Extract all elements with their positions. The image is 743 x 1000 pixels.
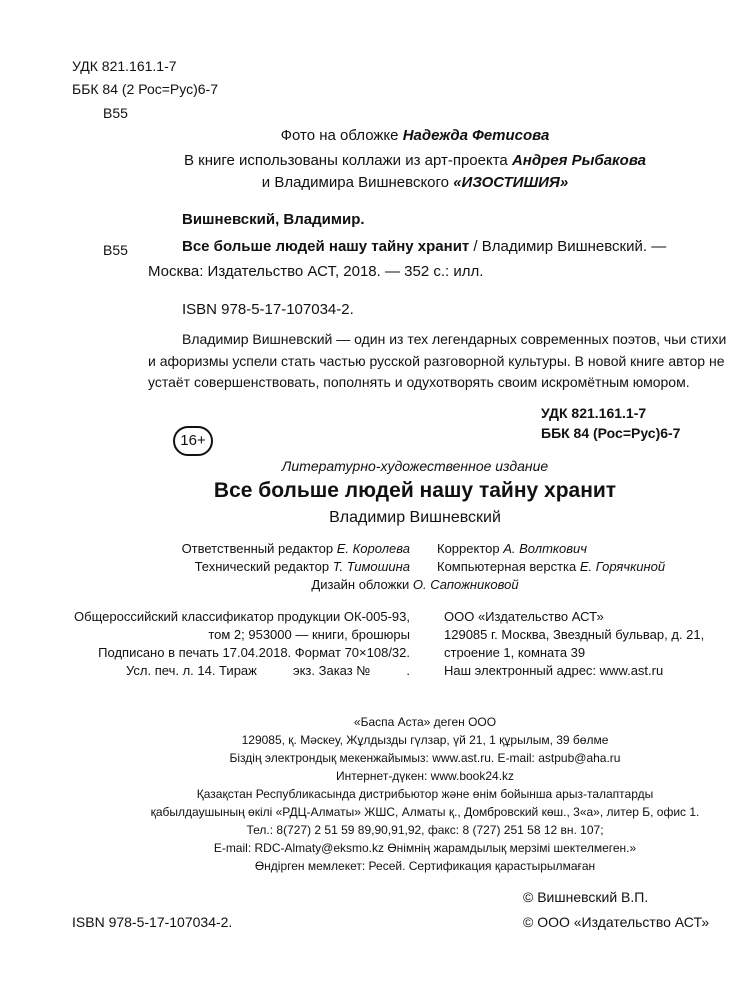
catalog-title-line [182,238,666,255]
staff-tech-editor [100,559,410,574]
print-left-4: Усл. печ. л. 14. Тираж экз. Заказ № . [126,663,410,678]
annotation-line-1: Владимир Вишневский — один из тех легендарных современных поэтов, чьи стихи [182,331,727,347]
collage-credit-line1 [150,152,680,169]
header-bbk: ББК 84 (2 Рос=Рус)6-7 [72,81,218,97]
print-left-1: Общероссийский классификатор продукции ОК-005-93, [74,609,410,624]
tech-editor-name: Т. Тимошина [332,559,410,574]
edition-genre: Литературно-художественное издание [281,458,549,474]
staff-proofreader [437,541,587,556]
editor-name: Е. Королева [336,541,410,556]
proofreader-label: Корректор [437,541,500,556]
annotation-line-3: устаёт совершенствовать, пополнять и одухотворять своим искромётным юмором. [148,374,690,390]
kz-line-1: «Баспа Аста» деген ООО [353,715,497,729]
cover-label: Дизайн обложки [311,577,410,592]
catalog-bbk: ББК 84 (Рос=Рус)6-7 [541,425,681,441]
collage-and: и Владимира Вишневского [261,174,450,191]
print-right-1: ООО «Издательство АСТ» [444,609,604,624]
header-code: В55 [103,105,128,121]
kz-line-4: Интернет-дүкен: www.book24.kz [335,769,515,783]
catalog-author: Вишневский, Владимир. [182,211,365,228]
header-udk: УДК 821.161.1-7 [72,58,177,74]
proofreader-name: А. Волткович [503,541,588,556]
staff-editor [100,541,410,556]
collage-author1: Андрея Рыбакова [511,152,647,169]
catalog-title-rest: / Владимир Вишневский. — [469,238,667,255]
age-rating-badge: 16+ [173,426,213,456]
edition-author: Владимир Вишневский [329,509,501,526]
edition-title: Все больше людей нашу тайну хранит [213,479,617,502]
cover-photo-label: Фото на обложке [280,127,399,144]
tech-editor-label: Технический редактор [194,559,330,574]
print-right-4: Наш электронный адрес: www.ast.ru [444,663,664,678]
layout-label: Компьютерная верстка [437,559,577,574]
catalog-isbn: ISBN 978-5-17-107034-2. [182,301,354,318]
copyright-author: © Вишневский В.П. [523,889,649,905]
collage-credit-line2 [150,174,680,191]
print-right-2: 129085 г. Москва, Звездный бульвар, д. 21, [444,627,705,642]
kz-line-6: қабылдаушының өкілі «РДЦ-Алматы» ЖШС, Алматы қ., Домбровский көш., 3«а», литер Б, офис 1. [150,805,700,819]
catalog-code: В55 [103,242,128,258]
print-left-3: Подписано в печать 17.04.2018. Формат 70×108/32. [98,645,410,660]
staff-cover [150,577,680,592]
collage-project: «ИЗОСТИШИЯ» [453,174,569,191]
kz-line-7: Тел.: 8(727) 2 51 59 89,90,91,92, факс: 8 (727) 251 58 12 вн. 107; [246,823,604,837]
kz-line-9: Өндірген мемлекет: Ресей. Сертификация қарастырылмаған [254,859,596,873]
cover-photo-name: Надежда Фетисова [402,127,550,144]
annotation-line-2: и афоризмы успели стать частью русской разговорной культуры. В новой книге автор не [148,353,725,369]
catalog-udk: УДК 821.161.1-7 [541,405,647,421]
cover-photo-credit [150,127,680,144]
catalog-title: Все больше людей нашу тайну хранит [182,238,470,255]
editor-label: Ответственный редактор [181,541,334,556]
layout-name: Е. Горячкиной [579,559,666,574]
footer-isbn: ISBN 978-5-17-107034-2. [72,914,233,930]
kz-line-5: Қазақстан Республикасында дистрибьютор және өнім бойынша арыз-талаптарды [196,787,654,801]
kz-line-3: Біздің электрондық мекенжайымыз: www.ast.ru. E-mail: astpub@aha.ru [229,751,621,765]
staff-layout [437,559,665,574]
kz-line-8: E-mail: RDC-Almaty@eksmo.kz Өнімнің жарамдылық мерзімі шектелмеген.» [213,841,637,855]
copyright-publisher: © ООО «Издательство АСТ» [523,914,710,930]
print-right-3: строение 1, комната 39 [444,645,586,660]
print-left-2: том 2; 953000 — книги, брошюры [208,627,410,642]
cover-name: О. Сапожниковой [412,577,519,592]
kz-line-2: 129085, қ. Мәскеу, Жұлдызды гүлзар, үй 21, 1 құрылым, 39 бөлме [241,733,609,747]
catalog-imprint: Москва: Издательство АСТ, 2018. — 352 с.: илл. [148,263,484,280]
collage-text: В книге использованы коллажи из арт-проекта [183,152,508,169]
